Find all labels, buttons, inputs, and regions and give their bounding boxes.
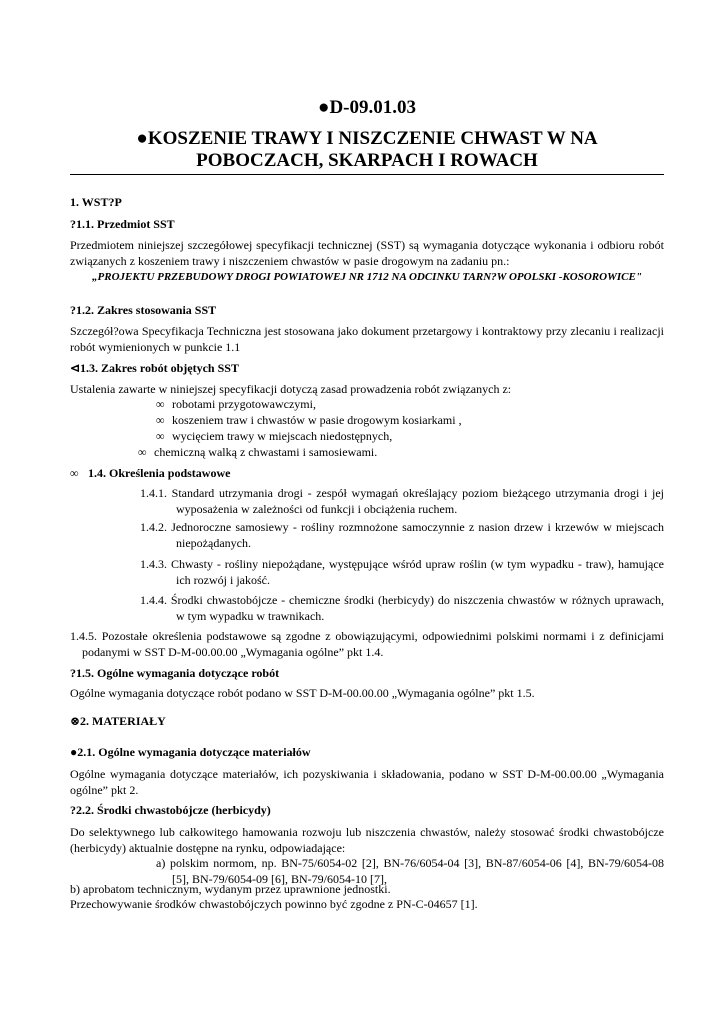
bullet-marker: ∞ (156, 397, 165, 411)
section-1-2-text: Szczegół?owa Specyfikacja Techniczna jest stosowana jako dokument przetargowy i kontraktowy przy zlecaniu i realizacji robót wymienionych w punkcie 1.1 (70, 324, 664, 354)
bullet-marker: ∞ (156, 429, 165, 443)
bullet-marker: ∞ (70, 466, 79, 480)
section-1-heading: 1. WST?P (70, 195, 122, 209)
section-1-1-heading: ?1.1. Przedmiot SST (70, 217, 175, 231)
list-item (156, 396, 316, 412)
list-item (156, 428, 392, 444)
document-title-line-2: POBOCZACH, SKARPACH I ROWACH (196, 150, 538, 171)
definition-1-4-3: 1.4.3. Chwasty - rośliny niepożądane, występujące wśród upraw roślin (w tym wypadku - traw), hamujące ich rozwój i jakość. (140, 557, 664, 587)
list-item-text: chemiczną walką z chwastami i samosiewami. (154, 445, 378, 459)
section-2-2-text: Do selektywnego lub całkowitego hamowania rozwoju lub niszczenia chwastów, należy stosować środki chwastobójcze (herbicydy) aktualnie dostępne na rynku, odpowiadające: (70, 825, 664, 855)
document-title (70, 128, 664, 172)
section-1-3-heading: ⊲1.3. Zakres robót objętych SST (70, 361, 239, 375)
section-1-3-intro: Ustalenia zawarte w niniejszej specyfikacji dotyczą zasad prowadzenia robót związanych z: (70, 382, 512, 396)
section-2-2-heading: ?2.2. Środki chwastobójcze (herbicydy) (70, 803, 271, 817)
definition-1-4-2: 1.4.2. Jednoroczne samosiewy - rośliny rozmnożone samoczynnie z nasion drzew i krzewów w miejscach niepożądanych. (140, 520, 664, 550)
list-item-b: b) aprobatom technicznym, wydanym przez uprawnione jednostki. (70, 882, 391, 896)
section-1-5-heading: ?1.5. Ogólne wymagania dotyczące robót (70, 666, 280, 680)
list-item-text: koszeniem traw i chwastów w pasie drogowym kosiarkami , (172, 413, 462, 427)
list-item-text: wycięciem trawy w miejscach niedostępnych, (172, 429, 393, 443)
document-code: ●D-09.01.03 (317, 97, 417, 118)
section-1-1-text: Przedmiotem niniejszej szczegółowej specyfikacji technicznej (SST) są wymagania dotyczące wykonania i odbioru robót związanych z koszeniem trawy i niszczeniem chwastów w pasie drogowym na zadaniu pn.: (70, 238, 664, 268)
section-1-1-project (70, 268, 664, 285)
section-1-5-text: Ogólne wymagania dotyczące robót podano w SST D-M-00.00.00 „Wymagania ogólne” pkt 1.5. (70, 686, 535, 700)
list-item-text: robotami przygotowawczymi, (172, 397, 316, 411)
section-2-1-heading: ●2.1. Ogólne wymagania dotyczące materiałów (70, 745, 311, 759)
bullet-marker: ∞ (138, 445, 147, 459)
list-item-a: a) polskim normom, np. BN-75/6054-02 [2], BN-76/6054-04 [3], BN-87/6054-06 [4], BN-79/6054-08 [5], BN-79/6054-09 [6], BN-79/6054-10 [7], (156, 856, 664, 886)
bullet-marker: ∞ (156, 413, 165, 427)
section-1-4-heading (70, 465, 664, 481)
definition-1-4-5: 1.4.5. Pozostałe określenia podstawowe są zgodne z obowiązującymi, odpowiednimi polskimi normami i z definicjami podanymi w SST D-M-00.00.00 „Wymagania ogólne” pkt 1.4. (70, 629, 664, 659)
title-divider (70, 174, 664, 175)
section-2-heading: ⊗2. MATERIAŁY (70, 714, 166, 728)
list-item (138, 444, 377, 460)
list-item (156, 412, 462, 428)
section-2-1-text: Ogólne wymagania dotyczące materiałów, ich pozyskiwania i składowania, podano w SST D-M-00.00.00 „Wymagania ogólne” pkt 2. (70, 767, 664, 797)
definition-1-4-4: 1.4.4. Środki chwastobójcze - chemiczne środki (herbicydy) do niszczenia chwastów w różnych uprawach, w tym wypadku w trawnikach. (140, 593, 664, 623)
document-title-line-1: ●KOSZENIE TRAWY I NISZCZENIE CHWAST W NA (136, 128, 598, 149)
storage-note: Przechowywanie środków chwastobójczych powinno być zgodne z PN-C-04657 [1]. (70, 897, 478, 911)
section-1-2-heading: ?1.2. Zakres stosowania SST (70, 303, 217, 317)
project-name: „PROJEKTU PRZEBUDOWY DROGI POWIATOWEJ NR 1712 NA ODCINKU TARN?W OPOLSKI -KOSOROWICE" (92, 271, 642, 283)
definition-1-4-1: 1.4.1. Standard utrzymania drogi - zespół wymagań określający poziom bieżącego utrzymania drogi i jej wyposażenia w zależności od funkcji i obciążenia ruchem. (140, 486, 664, 516)
section-1-4-heading-text: 1.4. Określenia podstawowe (88, 466, 231, 480)
